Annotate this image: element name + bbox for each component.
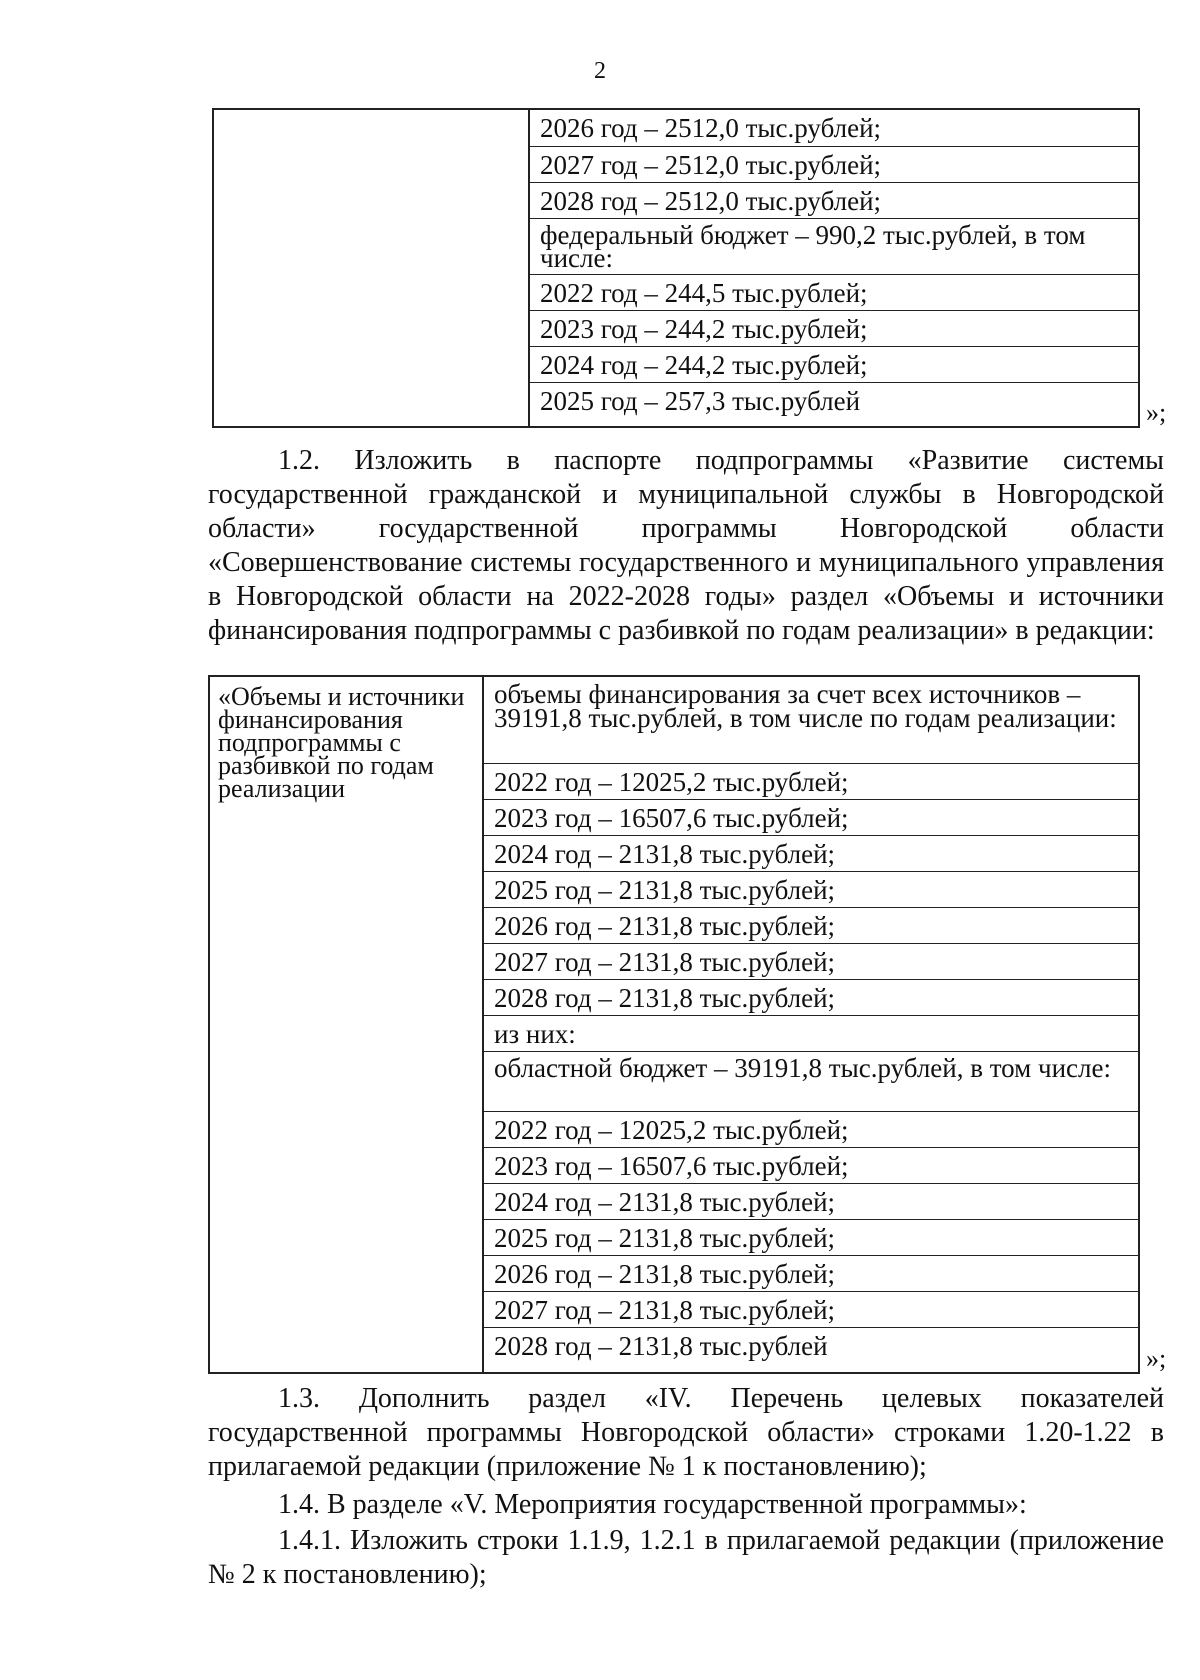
table-row: 2027 год – 2131,8 тыс.рублей;: [484, 943, 1138, 979]
paragraph-text: 1.4. В разделе «V. Мероприятия государственной программы»:: [278, 1489, 1027, 1520]
page-number: 2: [594, 58, 606, 84]
table-row: 2024 год – 2131,8 тыс.рублей;: [484, 1183, 1138, 1219]
table-right-cell: [484, 677, 1138, 1372]
funding-table: [208, 675, 1140, 1374]
closing-quote: »;: [1146, 398, 1167, 427]
table-row: федеральный бюджет – 990,2 тыс.рублей, в том числе:: [530, 218, 1138, 274]
table-row: 2026 год – 2131,8 тыс.рублей;: [484, 907, 1138, 943]
paragraph-text: 1.3. Дополнить раздел «IV. Перечень целевых показателей государственной программы Новгородской области» строками 1.20-1.22 в прилагаемой редакции (приложение № 1 к постановлению);: [208, 1383, 1164, 1482]
table-row: 2022 год – 12025,2 тыс.рублей;: [484, 1111, 1138, 1147]
table-row: объемы финансирования за счет всех источников – 39191,8 тыс.рублей, в том числе по годам реализации:: [494, 679, 1117, 733]
table-row: 2028 год – 2512,0 тыс.рублей;: [530, 182, 1138, 218]
table-row: 2028 год – 2131,8 тыс.рублей: [484, 1327, 1138, 1363]
paragraph-1-2: [208, 444, 1164, 648]
table-row: областной бюджет – 39191,8 тыс.рублей, в том числе:: [484, 1051, 1138, 1111]
table-left-label: «Объемы и источники финансирования подпрограммы с разбивкой по годам реализации: [210, 677, 484, 1372]
table-row: 2027 год – 2131,8 тыс.рублей;: [484, 1291, 1138, 1327]
closing-quote: »;: [1146, 1344, 1167, 1373]
paragraph-1-3: [208, 1382, 1164, 1484]
table-row: 2025 год – 257,3 тыс.рублей: [530, 382, 1138, 418]
table-row: 2027 год – 2512,0 тыс.рублей;: [530, 146, 1138, 182]
table-row: 2026 год – 2131,8 тыс.рублей;: [484, 1255, 1138, 1291]
table-row: 2026 год – 2512,0 тыс.рублей;: [540, 113, 882, 143]
table-row: 2022 год – 12025,2 тыс.рублей;: [484, 763, 1138, 799]
table-row: 2028 год – 2131,8 тыс.рублей;: [484, 979, 1138, 1015]
table-left-cell-empty: [214, 110, 530, 426]
table-row: 2023 год – 16507,6 тыс.рублей;: [484, 799, 1138, 835]
table-row: из них:: [484, 1015, 1138, 1051]
paragraph-text: 1.4.1. Изложить строки 1.1.9, 1.2.1 в прилагаемой редакции (приложение № 2 к постановлению);: [208, 1525, 1164, 1590]
paragraph-text: 1.2. Изложить в паспорте подпрограммы «Развитие системы государственной гражданской и муниципальной службы в Новгородской области» государственной программы Новгородской области «Совершенствование системы государственного и муниципального управления в Новгородской области на 2022-2028 годы» раздел «Объемы и источники финансирования подпрограммы с разбивкой по годам реализации» в редакции:: [208, 445, 1164, 646]
table-row: 2023 год – 16507,6 тыс.рублей;: [484, 1147, 1138, 1183]
table-row: 2025 год – 2131,8 тыс.рублей;: [484, 1219, 1138, 1255]
table-row: 2024 год – 2131,8 тыс.рублей;: [484, 835, 1138, 871]
table-right-cell: [530, 110, 1138, 426]
table-row: 2024 год – 244,2 тыс.рублей;: [530, 346, 1138, 382]
table-row: 2022 год – 244,5 тыс.рублей;: [530, 274, 1138, 310]
table-row: 2023 год – 244,2 тыс.рублей;: [530, 310, 1138, 346]
paragraph-1-4-1: [208, 1524, 1164, 1592]
paragraph-1-4: [208, 1488, 1164, 1522]
table-row: 2025 год – 2131,8 тыс.рублей;: [484, 871, 1138, 907]
funding-table-continued: [212, 108, 1140, 428]
